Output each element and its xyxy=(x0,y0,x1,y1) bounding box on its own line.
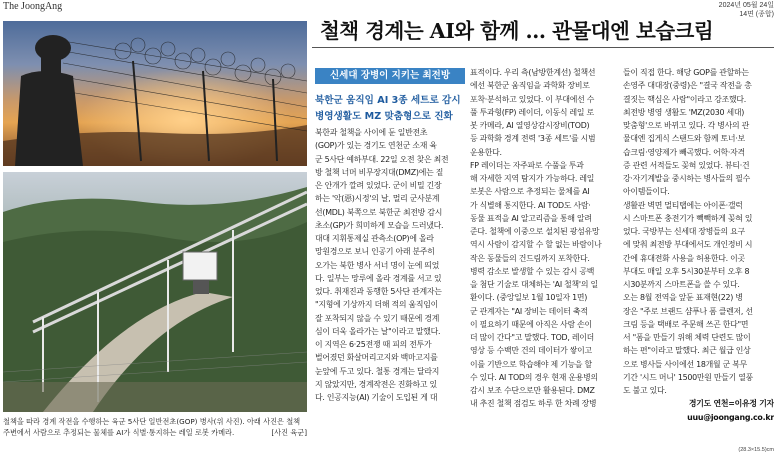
article-line: 잘 포착되지 않을 수 있기 때문에 경계 xyxy=(315,313,440,323)
article-line: 표적이다. 우리 측(남방한계선) 철책선 xyxy=(470,68,596,77)
byline-email: uuu@joongang.co.kr xyxy=(687,412,774,422)
article-line: 부대도 매일 오후 5시30분부터 오후 8 xyxy=(623,266,750,276)
article-line: 오는 8월 전역을 앞둔 표재현(22) 병 xyxy=(623,293,743,303)
article-line: 손영주 대대장(중령)은 "결국 작전을 총 xyxy=(623,81,752,91)
article-line: 결짓는 핵심은 사람"이라고 강조했다. xyxy=(623,94,746,104)
photo-credit: [사진 육군] xyxy=(271,428,307,437)
kicker-badge: 신세대 장병이 지키는 최전방 xyxy=(315,68,465,84)
article-line: 최전방 병영 생활도 'MZ(2030 세대) xyxy=(623,107,745,117)
article-line: 봇 카메라, AI 열영상감시장비(TOD) xyxy=(470,121,590,130)
article-column-2 xyxy=(470,66,618,411)
article-line: 아이템들이다. xyxy=(623,187,670,197)
article-line: 내 추진 철책 점검도 하루 한 차례 장병 xyxy=(470,399,597,409)
article-line: 에 맞춰 최전방 부대에서도 개인정비 시 xyxy=(623,240,753,250)
article-line: 생활관 벽면 멀티탭에는 아이폰·갤럭 xyxy=(623,200,743,210)
article-line: 으로 병사들 사이에선 18개월 군 복무 xyxy=(623,359,748,369)
article-line: 눈앞에 두고 있다. 철통 경계는 달라지 xyxy=(315,366,440,376)
article-line: 다. 일부는 망루에 올라 경계를 서고 있 xyxy=(315,273,442,283)
article-line: 오가는 북한 병사 서너 명이 눈에 띄었 xyxy=(315,260,440,270)
rail-robot-camera-photo xyxy=(3,172,307,412)
article-line: 방 철책 너머 비무장지대(DMZ)에는 짙 xyxy=(315,167,444,177)
article-column-3 xyxy=(623,66,774,424)
date-text: 2024년 05월 24일 xyxy=(718,2,774,9)
article-line: 로봇은 사람으로 추정되는 물체를 AI xyxy=(470,187,590,197)
article-line: 수 있다. AI TOD의 경우 현재 운용병의 xyxy=(470,372,598,382)
article-line: 하는 '악(惡)시정'의 날, 멀리 군사분계 xyxy=(315,194,440,204)
article-line: 대대 지휘통제실 관측소(OP)에 올라 xyxy=(315,234,434,243)
article-line: 병력 감소로 발생할 수 있는 감시 공백 xyxy=(470,266,595,276)
article-line: 들이 직접 한다. 해당 GOP를 관할하는 xyxy=(623,68,749,77)
headline-rule xyxy=(312,47,774,48)
article-line: 역시 사람이 감지할 수 할 없는 바람이나 xyxy=(470,240,602,250)
article-line: FP 레이더는 자주파로 수풀을 투과 xyxy=(470,160,584,170)
article-line: 군 5사단 예하부대. 22일 오전 찾은 최전 xyxy=(315,154,449,164)
article-line: 초소(GP)가 희미하게 모습을 드러냈다. xyxy=(315,220,444,230)
article-line: 이 필요하기 때문에 아직은 사람 손이 xyxy=(470,319,592,329)
subheadline xyxy=(315,93,467,125)
article-line: 서 "폼을 만들기 위해 체력 단련도 많이 xyxy=(623,333,751,342)
article-line: 운용한다. xyxy=(470,147,502,157)
article-line: 었다. 취재진과 동행한 5사단 관계자는 xyxy=(315,287,442,296)
article-line: 풀 투과형(FP) 레이더, 이동식 레일 로 xyxy=(470,107,594,117)
article-line: (GOP)가 있는 경기도 연천군 소재 육 xyxy=(315,141,437,151)
article-line: 환이다. (중앙일보 1월 10일자 1면) xyxy=(470,293,588,303)
article-line: 더 많이 간다"고 말했다. TOD, 레이더 xyxy=(470,333,595,342)
dateline xyxy=(719,1,774,19)
article-line: 에선 북한군 움직임을 과학화 장비로 xyxy=(470,81,590,91)
article-line: 다. 인공지능(AI) 기술이 도입된 게 대 xyxy=(315,393,438,402)
article-line: 등 과학화 경계 전력 '3종 세트'를 시범 xyxy=(470,134,596,144)
article-line: 맞춤형'으로 바뀌고 있다. 각 병사의 관 xyxy=(623,121,750,130)
article-line: 이를 기반으로 학습해야 제 기능을 할 xyxy=(470,359,592,369)
article-column-1 xyxy=(315,126,467,404)
article-line: 하는 편"이라고 말했다. 최근 월급 인상 xyxy=(623,346,751,356)
article-line: 벌어졌던 화살머리고지와 백마고지를 xyxy=(315,353,438,363)
article-line: 시30분까지 스마트폰을 쓸 수 있다. xyxy=(623,280,740,289)
article-line: 강·자기계발을 중시하는 병사들의 필수 xyxy=(623,174,750,183)
headline: 철책 경계는 AI와 함께 … 관물대엔 보습크림 xyxy=(320,19,714,43)
article-line: 가 식별해 통지한다. AI TOD도 사람· xyxy=(470,200,591,210)
article-line: 습크림·영양제가 빼곡했다. 어학·자격 xyxy=(623,147,745,157)
article-line: 기간 '시드 머니' 1500만원 만들기 열풍 xyxy=(623,372,754,382)
article-line: 북한과 철책을 사이에 둔 일반전초 xyxy=(315,128,428,137)
article-line: 은 안개가 깔려 있었다. 군이 비밀 긴장 xyxy=(315,181,442,190)
page-size-info: (28.3×15.5)cm xyxy=(738,447,774,453)
article-line: 군 관계자는 "AI 장비는 데이터 축적 xyxy=(470,306,588,316)
article-line: 물대엔 집게식 스탠드와 함께 토너·보 xyxy=(623,134,745,144)
article-line: 선(MDL) 북쪽으로 북한군 최전방 감시 xyxy=(315,207,443,217)
byline-reporter: 경기도 연천=이유정 기자 xyxy=(688,399,774,409)
page-text: 14면 (종합) xyxy=(739,11,774,18)
subheadline-line-1: 북한군 움직임 AI 3종 세트로 감시 xyxy=(315,95,461,106)
article-line: 준다. 철책에 이중으로 설치된 광섬유망 xyxy=(470,227,600,236)
article-line: 작은 동물들의 건드림까지 포착한다. xyxy=(470,253,590,263)
soldier-fence-photo xyxy=(3,21,307,166)
article-line: 심이 더욱 올라가는 날"이라고 말했다. xyxy=(315,326,441,336)
article-line: 크림 등을 택배로 주문해 쓰곤 한다"면 xyxy=(623,319,749,329)
article-line: 간에 휴대전화 사용을 허용한다. 이곳 xyxy=(623,253,745,263)
photo-caption xyxy=(3,416,307,438)
article-line: 포착·분석하고 있었다. 이 부대에선 수 xyxy=(470,94,595,104)
subheadline-line-2: 병영생활도 MZ 맞춤형으로 진화 xyxy=(315,111,453,122)
article-line: 이 지역은 6·25전쟁 때 피의 전투가 xyxy=(315,340,432,349)
caption-text: 철책을 따라 경계 작전을 수행하는 육군 5사단 일반전초(GOP) 병사(위 사진). 아래 사진은 철책 주변에서 사람으로 추정되는 물체를 AI가 식별·통지하는 레일 로봇 카메라. xyxy=(3,417,301,437)
article-line: 증 관련 서적들도 꽂혀 있었다. 뷰티·건 xyxy=(623,160,750,170)
masthead: The JoongAng xyxy=(3,1,63,12)
article-line: 망원경으로 보니 인공기 아래 분주히 xyxy=(315,247,435,257)
article-line: 감시 보조 수단으로만 활용된다. DMZ xyxy=(470,386,595,395)
article-line: 도 불고 있다. xyxy=(623,386,667,395)
article-line: 시 스마트폰 충전기가 빽빽하게 꽂혀 있 xyxy=(623,213,753,223)
article-line: 장은 "주로 브랜드 샴푸나 폼 클렌저, 선 xyxy=(623,306,753,316)
article-line: 을 첨단 기술로 대체하는 'AI 철책'의 일 xyxy=(470,280,598,289)
article-line: 영상 등 수백만 건의 데이터가 쌓이고 xyxy=(470,346,592,356)
article-line: 지 않았지만, 경계작전은 진화하고 있 xyxy=(315,379,437,389)
article-line: 었다. 국방부는 신세대 장병들의 요구 xyxy=(623,227,745,236)
article-line: 동물 표적을 AI 알고리즘을 통해 알려 xyxy=(470,213,592,223)
article-line: "지형에 기상까지 더해 적의 움직임이 xyxy=(315,300,438,310)
article-line: 해 자세한 지역 탐지가 가능하다. 레일 xyxy=(470,174,595,183)
